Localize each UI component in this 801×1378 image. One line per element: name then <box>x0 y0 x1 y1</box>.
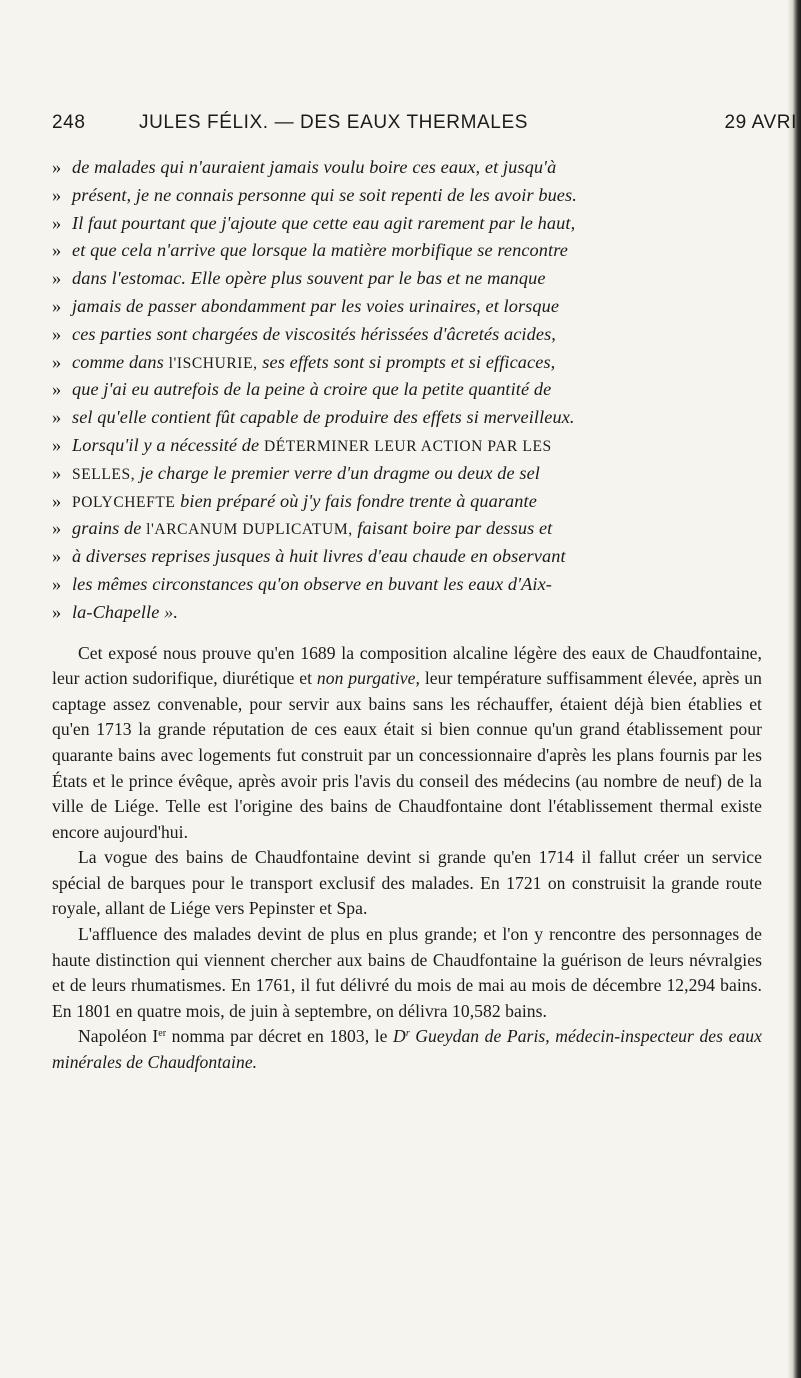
quote-line: » à diverses reprises jusques à huit livres d'eau chaude en observant <box>52 546 566 567</box>
quote-line: » ces parties sont chargées de viscosités hérissées d'âcretés acides, <box>52 323 556 344</box>
quote-line: » la-Chapelle ». <box>52 601 178 622</box>
quote-line: » sel qu'elle contient fût capable de produire des effets si merveilleux. <box>52 407 575 428</box>
quote-line: » que j'ai eu autrefois de la peine à croire que la petite quantité de <box>52 379 552 400</box>
small-caps-term: POLYCHEFTE <box>72 493 176 511</box>
header-right-fragment: 29 AVRI <box>724 112 797 133</box>
quote-line: » POLYCHEFTE bien préparé où j'y fais fondre trente à quarante <box>52 490 537 511</box>
quotation-block <box>52 154 762 627</box>
quote-line: » grains de l'ARCANUM DUPLICATUM, faisant boire par dessus et <box>52 518 553 539</box>
quote-line: » et que cela n'arrive que lorsque la matière morbifique se rencontre <box>52 240 568 261</box>
quote-line: » de malades qui n'auraient jamais voulu boire ces eaux, et jusqu'à <box>52 157 557 177</box>
paragraph: Cet exposé nous prouve qu'en 1689 la composition alcaline légère des eaux de Chaudfontaine, leur action sudorifique, diurétique et non purgative, leur température suffisamment élevée, après un captage assez convenable, pour servir aux bains sans les réchauffer, étaient déjà bien établies et qu'en 1713 la grande réputation de ces eaux était si bien connue qu'un grand établissement pour quarante bains avec logements fut construit par un concessionnaire d'après les plans fournis par les États et le prince évêque, après avoir pris l'avis du conseil des médecins (au nombre de neuf) de la ville de Liége. Telle est l'origine des bains de Chaudfontaine dont l'établissement thermal existe encore aujourd'hui. <box>52 642 762 842</box>
page-edge-shadow <box>787 0 801 1378</box>
small-caps-term: l'ARCANUM DUPLICATUM, <box>146 521 353 539</box>
quote-line: » les mêmes circonstances qu'on observe en buvant les eaux d'Aix- <box>52 573 552 594</box>
small-caps-term: l'ISCHURIE, <box>168 354 258 372</box>
paragraph: Napoléon Ier nomma par décret en 1803, le $D^r$ Gueydan de Paris, médecin-inspecteur des eaux minérales de Chaudfontaine. <box>52 1026 762 1073</box>
page-number: 248 <box>52 112 86 133</box>
quote-line: » SELLES, je charge le premier verre d'un dragme ou deux de sel <box>52 462 540 483</box>
quote-line: » présent, je ne connais personne qui se soit repenti de les avoir bues. <box>52 184 577 205</box>
quote-line: » jamais de passer abondamment par les voies urinaires, et lorsque <box>52 295 560 316</box>
paragraph: L'affluence des malades devint de plus en plus grande; et l'on y rencontre des personnages de haute distinction qui viennent chercher aux bains de Chaudfontaine la guérison de leurs névralgies et de leurs rhumatismes. En 1761, il fut délivré du mois de mai au mois de décembre 12,294 bains. En 1801 en quatre mois, de juin à septembre, on délivra 10,582 bains. <box>52 924 762 1021</box>
quote-line: » Lorsqu'il y a nécessité de DÉTERMINER LEUR ACTION PAR LES <box>52 434 552 455</box>
small-caps-term: SELLES, <box>72 465 136 483</box>
quote-line: » Il faut pourtant que j'ajoute que cette eau agit rarement par le haut, <box>52 212 576 233</box>
quote-line: » dans l'estomac. Elle opère plus souvent par le bas et ne manque <box>52 268 546 289</box>
paragraph: La vogue des bains de Chaudfontaine devint si grande qu'en 1714 il fallut créer un service spécial de barques pour le transport exclusif des malades. En 1721 on construisit la grande route royale, allant de Liége vers Pepinster et Spa. <box>52 847 762 919</box>
small-caps-term: DÉTERMINER LEUR ACTION PAR LES <box>263 437 552 455</box>
running-header <box>52 112 797 142</box>
page-body <box>52 154 762 1076</box>
quote-line: » comme dans l'ISCHURIE, ses effets sont si prompts et si efficaces, <box>52 351 556 372</box>
running-title: JULES FÉLIX. — DES EAUX THERMALES <box>139 112 529 133</box>
